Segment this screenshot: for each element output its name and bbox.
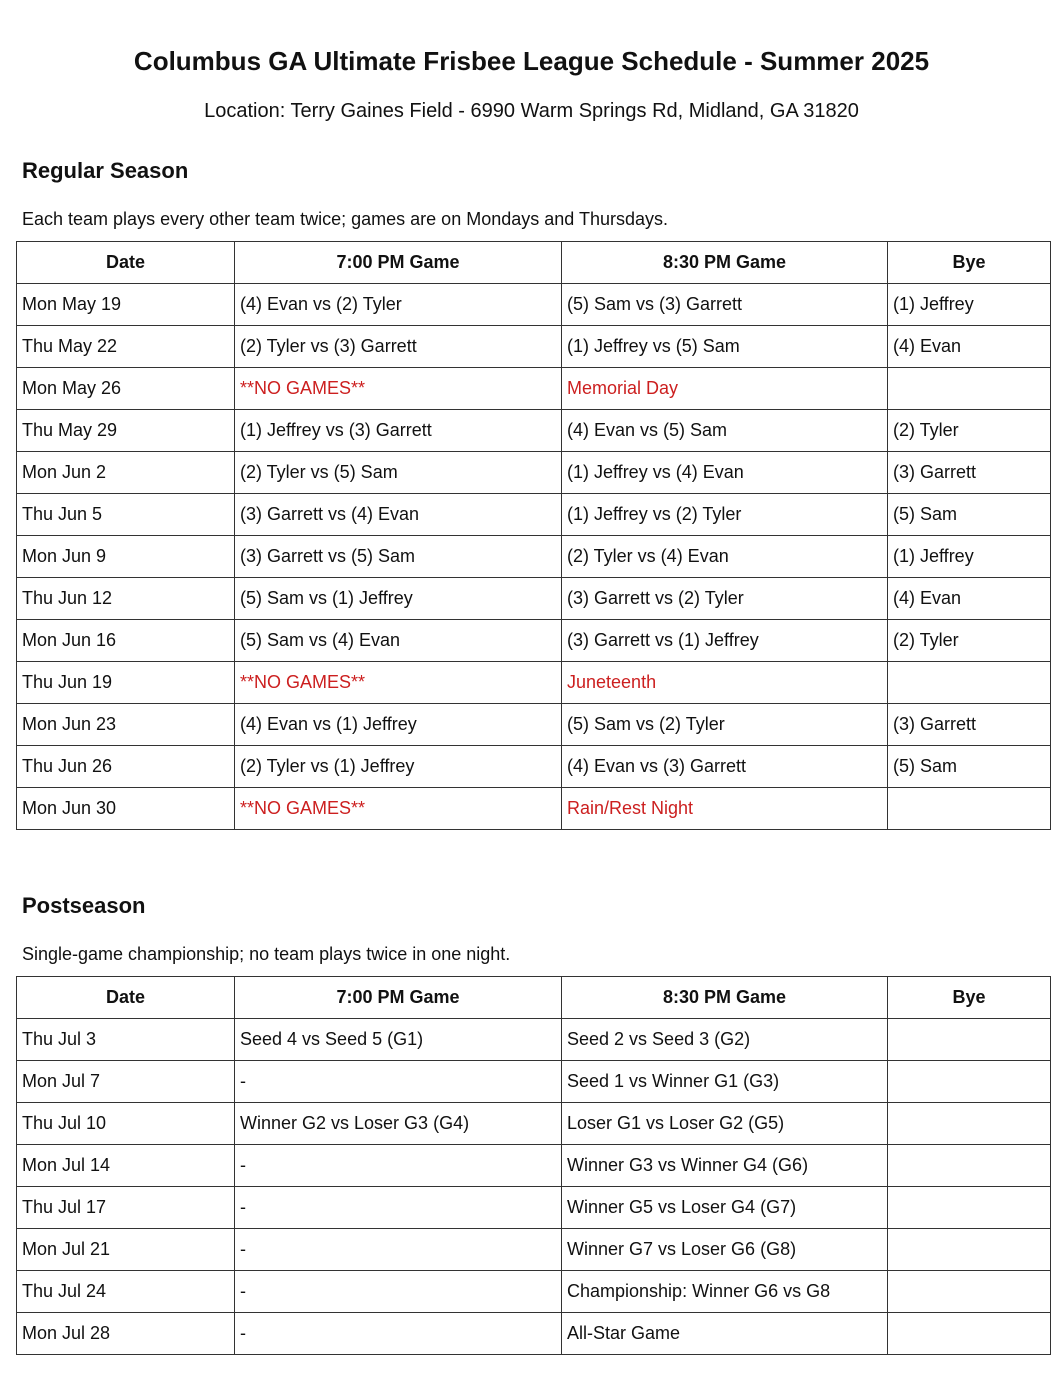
game-7pm-cell: (2) Tyler vs (1) Jeffrey [235,746,562,788]
table-row [17,1271,1051,1313]
column-header-date: Date [17,977,235,1019]
postseason-note: Single-game championship; no team plays twice in one night. [22,944,511,964]
column-header-7pm: 7:00 PM Game [235,242,562,284]
postseason-table [16,976,1051,1355]
game-7pm-cell: **NO GAMES** [235,662,562,704]
bye-cell [888,1187,1051,1229]
date-cell: Thu Jul 17 [17,1187,235,1229]
bye-cell [888,1271,1051,1313]
table-row [17,452,1051,494]
game-7pm-cell: (4) Evan vs (1) Jeffrey [235,704,562,746]
game-830pm-cell: All-Star Game [562,1313,888,1355]
table-row [17,788,1051,830]
table-row [17,368,1051,410]
game-7pm-cell: (1) Jeffrey vs (3) Garrett [235,410,562,452]
game-7pm-cell: (3) Garrett vs (4) Evan [235,494,562,536]
date-cell: Thu Jun 26 [17,746,235,788]
game-830pm-cell: (1) Jeffrey vs (2) Tyler [562,494,888,536]
game-7pm-cell: (2) Tyler vs (5) Sam [235,452,562,494]
game-830pm-cell: Seed 2 vs Seed 3 (G2) [562,1019,888,1061]
table-row [17,494,1051,536]
column-header-bye: Bye [888,977,1051,1019]
table-row [17,1103,1051,1145]
column-header-830pm: 8:30 PM Game [562,242,888,284]
date-cell: Mon Jun 30 [17,788,235,830]
game-830pm-cell: Championship: Winner G6 vs G8 [562,1271,888,1313]
game-830pm-cell: Loser G1 vs Loser G2 (G5) [562,1103,888,1145]
column-header-830pm: 8:30 PM Game [562,977,888,1019]
game-830pm-cell: (3) Garrett vs (2) Tyler [562,578,888,620]
date-cell: Mon Jun 2 [17,452,235,494]
table-row [17,326,1051,368]
bye-cell [888,1229,1051,1271]
bye-cell: (1) Jeffrey [888,284,1051,326]
date-cell: Thu Jul 24 [17,1271,235,1313]
game-7pm-cell: - [235,1271,562,1313]
game-830pm-cell: Winner G5 vs Loser G4 (G7) [562,1187,888,1229]
table-row [17,1187,1051,1229]
game-830pm-cell: Memorial Day [562,368,888,410]
bye-cell: (1) Jeffrey [888,536,1051,578]
game-830pm-cell: Winner G3 vs Winner G4 (G6) [562,1145,888,1187]
bye-cell: (3) Garrett [888,704,1051,746]
postseason-heading: Postseason [22,893,146,918]
table-row [17,284,1051,326]
game-7pm-cell: - [235,1313,562,1355]
game-7pm-cell: - [235,1145,562,1187]
table-header-row [17,977,1051,1019]
bye-cell [888,1313,1051,1355]
table-row [17,1145,1051,1187]
table-row [17,1313,1051,1355]
game-830pm-cell: (3) Garrett vs (1) Jeffrey [562,620,888,662]
table-row [17,620,1051,662]
bye-cell [888,1103,1051,1145]
game-830pm-cell: Rain/Rest Night [562,788,888,830]
date-cell: Mon Jun 23 [17,704,235,746]
bye-cell [888,368,1051,410]
game-7pm-cell: **NO GAMES** [235,788,562,830]
date-cell: Thu May 22 [17,326,235,368]
date-cell: Mon Jul 21 [17,1229,235,1271]
game-7pm-cell: (5) Sam vs (1) Jeffrey [235,578,562,620]
table-header-row [17,242,1051,284]
game-830pm-cell: (4) Evan vs (3) Garrett [562,746,888,788]
date-cell: Thu May 29 [17,410,235,452]
date-cell: Mon May 19 [17,284,235,326]
game-830pm-cell: Seed 1 vs Winner G1 (G3) [562,1061,888,1103]
bye-cell [888,788,1051,830]
game-7pm-cell: **NO GAMES** [235,368,562,410]
regular-season-heading: Regular Season [22,158,189,183]
date-cell: Mon May 26 [17,368,235,410]
game-7pm-cell: Winner G2 vs Loser G3 (G4) [235,1103,562,1145]
date-cell: Mon Jun 9 [17,536,235,578]
date-cell: Mon Jul 14 [17,1145,235,1187]
table-row [17,410,1051,452]
date-cell: Thu Jun 5 [17,494,235,536]
table-row [17,662,1051,704]
game-830pm-cell: (2) Tyler vs (4) Evan [562,536,888,578]
bye-cell: (2) Tyler [888,410,1051,452]
date-cell: Thu Jun 19 [17,662,235,704]
table-row [17,1061,1051,1103]
table-row [17,536,1051,578]
date-cell: Thu Jul 10 [17,1103,235,1145]
date-cell: Mon Jul 7 [17,1061,235,1103]
table-row [17,578,1051,620]
bye-cell [888,1061,1051,1103]
game-830pm-cell: Juneteenth [562,662,888,704]
game-7pm-cell: - [235,1229,562,1271]
game-7pm-cell: - [235,1061,562,1103]
game-830pm-cell: (4) Evan vs (5) Sam [562,410,888,452]
game-7pm-cell: Seed 4 vs Seed 5 (G1) [235,1019,562,1061]
bye-cell: (4) Evan [888,578,1051,620]
column-header-date: Date [17,242,235,284]
regular-season-table [16,241,1051,830]
page-title: Columbus GA Ultimate Frisbee League Schedule - Summer 2025 [133,46,930,76]
bye-cell [888,1145,1051,1187]
game-7pm-cell: (3) Garrett vs (5) Sam [235,536,562,578]
game-830pm-cell: (5) Sam vs (2) Tyler [562,704,888,746]
game-7pm-cell: (4) Evan vs (2) Tyler [235,284,562,326]
game-7pm-cell: (2) Tyler vs (3) Garrett [235,326,562,368]
bye-cell [888,1019,1051,1061]
bye-cell: (5) Sam [888,494,1051,536]
column-header-7pm: 7:00 PM Game [235,977,562,1019]
table-row [17,746,1051,788]
bye-cell: (3) Garrett [888,452,1051,494]
table-row [17,704,1051,746]
date-cell: Mon Jul 28 [17,1313,235,1355]
bye-cell: (4) Evan [888,326,1051,368]
table-row [17,1019,1051,1061]
bye-cell [888,662,1051,704]
date-cell: Mon Jun 16 [17,620,235,662]
date-cell: Thu Jul 3 [17,1019,235,1061]
date-cell: Thu Jun 12 [17,578,235,620]
column-header-bye: Bye [888,242,1051,284]
game-7pm-cell: (5) Sam vs (4) Evan [235,620,562,662]
game-830pm-cell: (1) Jeffrey vs (5) Sam [562,326,888,368]
bye-cell: (5) Sam [888,746,1051,788]
game-830pm-cell: Winner G7 vs Loser G6 (G8) [562,1229,888,1271]
game-7pm-cell: - [235,1187,562,1229]
regular-season-note: Each team plays every other team twice; games are on Mondays and Thursdays. [22,209,668,229]
bye-cell: (2) Tyler [888,620,1051,662]
table-row [17,1229,1051,1271]
game-830pm-cell: (5) Sam vs (3) Garrett [562,284,888,326]
location-line: Location: Terry Gaines Field - 6990 Warm Springs Rd, Midland, GA 31820 [204,100,859,122]
game-830pm-cell: (1) Jeffrey vs (4) Evan [562,452,888,494]
